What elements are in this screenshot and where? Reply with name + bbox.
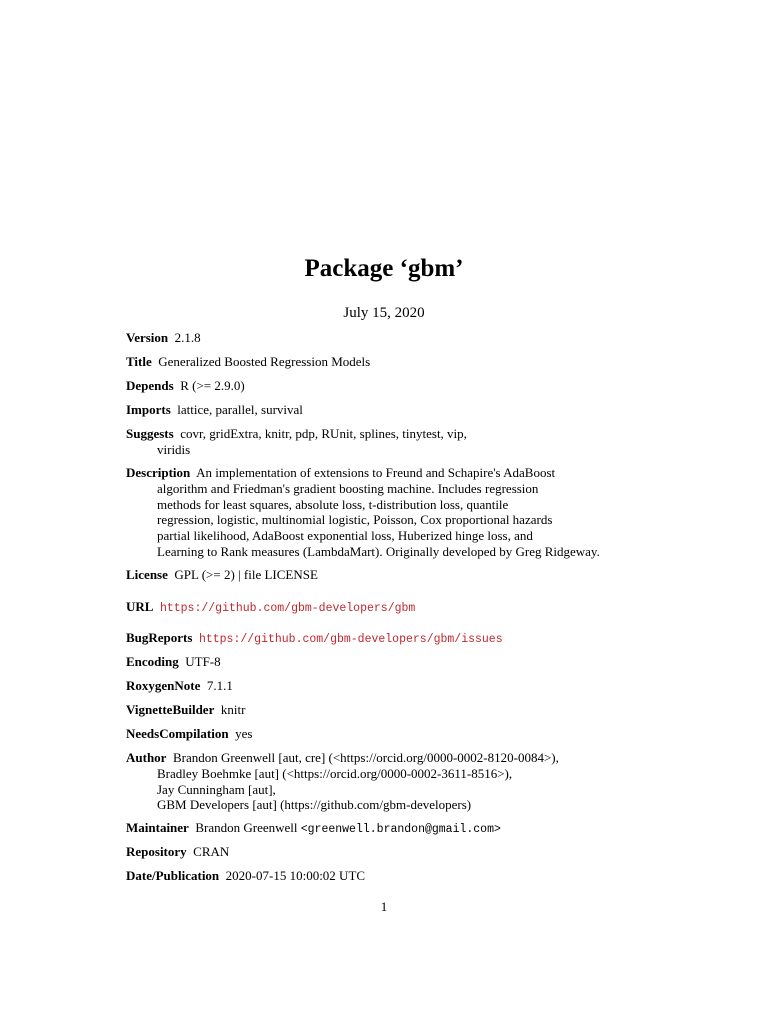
field-value: knitr — [220, 702, 246, 717]
field-label: Maintainer — [126, 820, 189, 835]
field-version — [126, 330, 646, 346]
field-value: UTF-8 — [185, 654, 221, 669]
field-value-line: Jay Cunningham [aut], — [157, 781, 276, 797]
field-description — [126, 465, 646, 560]
field-suggests — [126, 426, 646, 458]
field-imports — [126, 402, 646, 418]
field-label: Depends — [126, 378, 174, 393]
field-needscompilation — [126, 726, 646, 742]
field-author — [126, 750, 646, 813]
field-label: Description — [126, 465, 191, 480]
field-value-line: viridis — [157, 441, 191, 457]
field-value: GPL (>= 2) | file LICENSE — [174, 567, 318, 582]
field-title — [126, 354, 646, 370]
field-label: Imports — [126, 402, 171, 417]
field-value: R (>= 2.9.0) — [180, 378, 245, 393]
field-label: Repository — [126, 844, 187, 859]
field-value-line: Bradley Boehmke [aut] (<https://orcid.org/0000-0002-3611-8516>), — [157, 765, 513, 781]
field-value-line: GBM Developers [aut] (https://github.com/gbm-developers) — [157, 797, 472, 813]
maintainer-email[interactable]: <greenwell.brandon@gmail.com> — [300, 823, 501, 836]
field-maintainer — [126, 820, 646, 838]
field-encoding — [126, 654, 646, 670]
field-depends — [126, 378, 646, 394]
field-value-line: partial likelihood, AdaBoost exponential loss, Huberized hinge loss, and — [157, 528, 533, 544]
publication-date: July 15, 2020 — [343, 305, 425, 321]
field-value: 2.1.8 — [174, 330, 201, 345]
field-repository — [126, 844, 646, 860]
field-roxygennote — [126, 678, 646, 694]
field-label: RoxygenNote — [126, 678, 201, 693]
field-value: 7.1.1 — [206, 678, 233, 693]
field-value: yes — [235, 726, 253, 741]
field-vignettebuilder — [126, 702, 646, 718]
field-label: License — [126, 567, 168, 582]
field-label: Suggests — [126, 426, 174, 441]
field-label: Encoding — [126, 654, 179, 669]
field-value: 2020-07-15 10:00:02 UTC — [225, 868, 366, 883]
field-value: Generalized Boosted Regression Models — [158, 354, 371, 369]
page-number: 1 — [380, 899, 388, 914]
field-label: URL — [126, 599, 154, 614]
field-value-line: Brandon Greenwell [aut, cre] (<https://orcid.org/0000-0002-8120-0084>), — [172, 750, 559, 765]
bugreports-link[interactable]: https://github.com/gbm-developers/gbm/issues — [198, 633, 503, 646]
field-label: NeedsCompilation — [126, 726, 229, 741]
field-label: Version — [126, 330, 169, 345]
field-bugreports — [126, 630, 646, 648]
field-label: Date/Publication — [126, 868, 220, 883]
field-value-line: An implementation of extensions to Freund and Schapire's AdaBoost — [196, 465, 556, 480]
field-value: lattice, parallel, survival — [177, 402, 303, 417]
page-title: Package ‘gbm’ — [304, 255, 464, 282]
maintainer-name: Brandon Greenwell — [195, 820, 298, 835]
field-label: Author — [126, 750, 167, 765]
field-label: Title — [126, 354, 152, 369]
field-license — [126, 567, 646, 583]
field-url — [126, 599, 646, 617]
field-label: VignetteBuilder — [126, 702, 215, 717]
field-value-line: covr, gridExtra, knitr, pdp, RUnit, splines, tinytest, vip, — [180, 426, 467, 441]
field-label: BugReports — [126, 630, 193, 645]
field-value: CRAN — [193, 844, 230, 859]
field-date-publication — [126, 868, 646, 884]
field-value-line: methods for least squares, absolute loss, t-distribution loss, quantile — [157, 496, 509, 512]
field-value-line: Learning to Rank measures (LambdaMart). Originally developed by Greg Ridgeway. — [157, 543, 600, 559]
field-value-line: algorithm and Friedman's gradient boosting machine. Includes regression — [157, 480, 539, 496]
url-link[interactable]: https://github.com/gbm-developers/gbm — [159, 602, 416, 615]
field-value-line: regression, logistic, multinomial logistic, Poisson, Cox proportional hazards — [157, 512, 553, 528]
